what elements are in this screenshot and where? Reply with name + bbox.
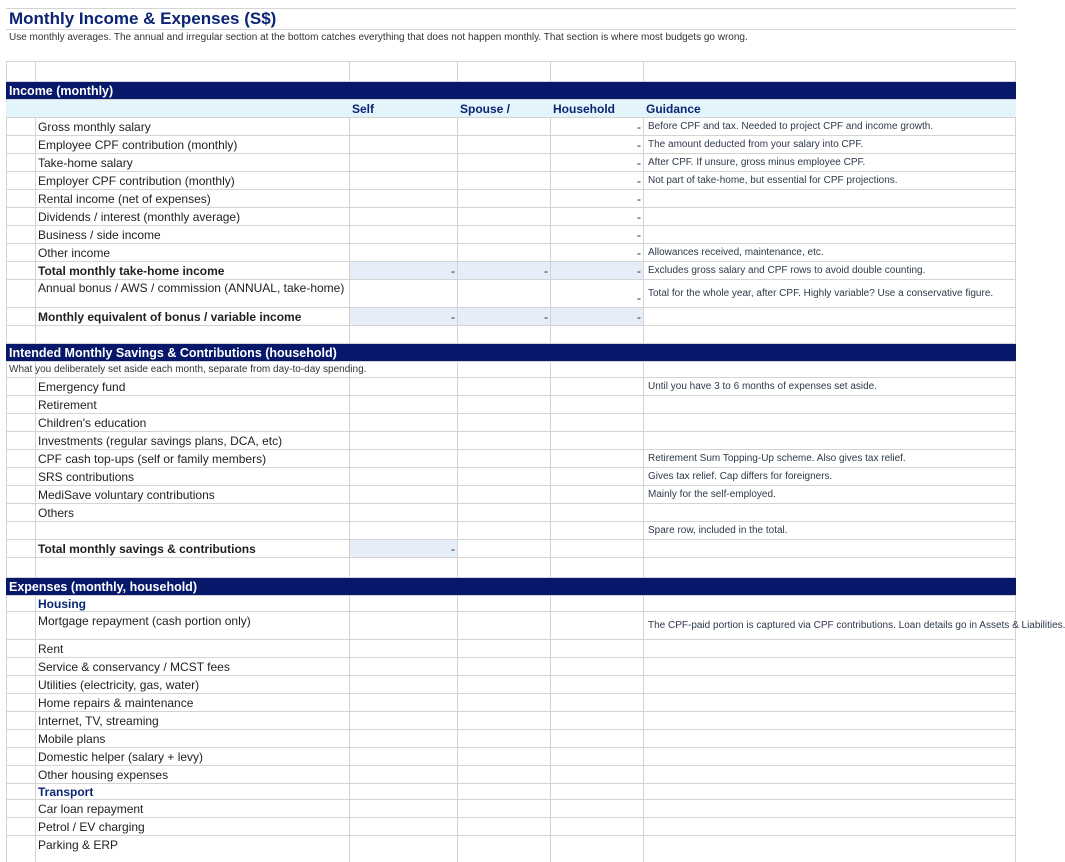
row-label: Service & conservancy / MCST fees [38,659,230,674]
row-label: Rent [38,641,64,656]
self-total[interactable]: - [350,540,457,557]
self-total[interactable]: - [350,262,457,279]
household-total[interactable]: - [551,262,643,279]
guidance-note: Allowances received, maintenance, etc. [648,246,824,258]
guidance-note: Before CPF and tax. Needed to project CPF and income growth. [648,120,934,132]
guidance-note: After CPF. If unsure, gross minus employee CPF. [648,156,866,168]
row-label: Employee CPF contribution (monthly) [38,137,238,152]
row-label: Employer CPF contribution (monthly) [38,173,235,188]
household-value[interactable]: - [637,173,641,188]
table-row[interactable] [6,118,1016,136]
guidance-note: The CPF-paid portion is captured via CPF contributions. Loan details go in Assets & Liabilities. [648,619,1065,631]
row-label: Retirement [38,397,97,412]
guidance-note: Not part of take-home, but essential for CPF projections. [648,174,898,186]
row-label: Car loan repayment [38,801,144,816]
row-label: Parking & ERP [38,838,119,852]
table-row[interactable] [6,136,1016,154]
table-row[interactable] [6,378,1016,396]
row-label: MediSave voluntary contributions [38,487,215,502]
row-label: Petrol / EV charging [38,819,145,834]
table-row[interactable] [6,522,1016,540]
household-value[interactable]: - [637,119,641,134]
table-row[interactable] [6,486,1016,504]
row-label: Other housing expenses [38,767,169,782]
table-row[interactable] [6,208,1016,226]
guidance-note: The amount deducted from your salary into CPF. [648,138,864,150]
row-label: CPF cash top-ups (self or family members) [38,451,267,466]
row-label: Mortgage repayment (cash portion only) [38,614,251,628]
sheet-subtitle: Use monthly averages. The annual and irregular section at the bottom catches everything that does not happen monthly. That section is where most budgets go wrong. [9,32,748,43]
table-row[interactable] [6,766,1016,784]
total-row[interactable] [6,308,1016,326]
empty-row[interactable] [6,62,1016,82]
guidance-note: Until you have 3 to 6 months of expenses set aside. [648,380,878,392]
guidance-note: Retirement Sum Topping-Up scheme. Also gives tax relief. [648,452,906,464]
row-label: Domestic helper (salary + levy) [38,749,204,764]
guidance-note: Spare row, included in the total. [648,524,788,536]
total-label: Total monthly take-home income [38,263,225,278]
row-label: Emergency fund [38,379,126,394]
table-row[interactable] [6,190,1016,208]
subsection-row[interactable] [6,596,1016,612]
income-header: Income (monthly) [9,83,114,98]
savings-header: Intended Monthly Savings & Contributions (household) [9,345,337,360]
row-label: Mobile plans [38,731,106,746]
row-label: Other income [38,245,111,260]
row-label: Investments (regular savings plans, DCA, etc) [38,433,283,448]
empty-row[interactable] [6,558,1016,578]
transport-label: Transport [38,784,94,799]
guidance-note: Gives tax relief. Cap differs for foreigners. [648,470,833,482]
table-row[interactable] [6,836,1016,852]
total-label: Total monthly savings & contributions [38,541,256,556]
col-self: Self [352,101,375,116]
total-row[interactable] [6,262,1016,280]
guidance-note: Mainly for the self-employed. [648,488,776,500]
household-value[interactable]: - [637,209,641,224]
row-label: Gross monthly salary [38,119,151,134]
table-row[interactable] [6,244,1016,262]
table-row[interactable] [6,396,1016,414]
table-row[interactable] [6,658,1016,676]
household-value[interactable]: - [637,227,641,242]
guidance-note: Total for the whole year, after CPF. Highly variable? Use a conservative figure. [648,287,994,299]
household-value[interactable]: - [637,291,641,305]
row-label: SRS contributions [38,469,135,484]
table-row[interactable] [6,694,1016,712]
row-label: Business / side income [38,227,161,242]
table-row[interactable] [6,468,1016,486]
spouse-total[interactable]: - [458,262,550,279]
table-row[interactable] [6,414,1016,432]
household-value[interactable]: - [637,137,641,152]
subsection-row[interactable] [6,784,1016,800]
row-label: Others [38,505,75,520]
table-row[interactable] [6,676,1016,694]
row-label: Take-home salary [38,155,133,170]
table-row[interactable] [6,712,1016,730]
table-row[interactable] [6,818,1016,836]
guidance-note: Excludes gross salary and CPF rows to avoid double counting. [648,264,926,276]
expenses-section-header[interactable] [6,578,1016,596]
col-guidance: Guidance [646,101,701,116]
table-row[interactable] [6,172,1016,190]
row-label: Home repairs & maintenance [38,695,194,710]
spouse-total[interactable]: - [458,308,550,325]
row-label: Children's education [38,415,147,430]
table-row[interactable] [6,800,1016,818]
table-row[interactable] [6,432,1016,450]
table-row[interactable] [6,450,1016,468]
row-label: Internet, TV, streaming [38,713,159,728]
total-row[interactable] [6,540,1016,558]
col-household: Household [553,101,615,116]
table-row[interactable] [6,640,1016,658]
household-value[interactable]: - [637,245,641,260]
table-row[interactable] [6,730,1016,748]
row-label: Rental income (net of expenses) [38,191,211,206]
sheet-title: Monthly Income & Expenses (S$) [9,9,277,28]
subtitle-row[interactable] [6,30,1016,62]
row-label: Annual bonus / AWS / commission (ANNUAL, take-home) [38,281,345,295]
row-label [36,522,348,539]
table-row[interactable] [6,226,1016,244]
table-row[interactable] [6,504,1016,522]
table-row[interactable] [6,748,1016,766]
total-label: Monthly equivalent of bonus / variable income [38,309,302,324]
table-row[interactable] [6,612,1065,640]
table-row[interactable] [6,280,1016,308]
income-section-header[interactable] [6,82,1016,100]
savings-note: What you deliberately set aside each month, separate from day-to-day spending. [9,364,367,375]
household-value[interactable]: - [637,191,641,206]
household-value[interactable]: - [637,155,641,170]
row-label: Dividends / interest (monthly average) [38,209,241,224]
empty-row[interactable] [6,326,1016,344]
housing-label: Housing [38,596,86,611]
title-row[interactable] [6,8,1016,30]
column-header-row[interactable] [6,100,1016,118]
table-row[interactable] [6,154,1016,172]
expenses-header: Expenses (monthly, household) [9,579,197,594]
savings-section-header[interactable] [6,344,1016,362]
col-spouse: Spouse / [460,101,511,116]
household-total[interactable]: - [551,308,643,325]
self-total[interactable]: - [350,308,457,325]
row-label: Utilities (electricity, gas, water) [38,677,200,692]
note-row[interactable] [6,362,1016,378]
